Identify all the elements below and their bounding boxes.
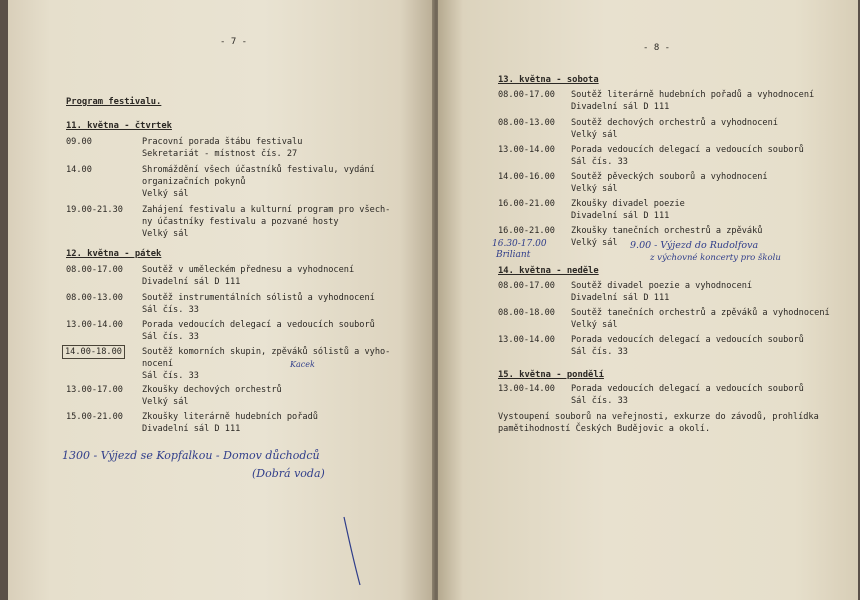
handwritten-note: z výchovné koncerty pro školu <box>650 253 781 263</box>
page-number: - 8 - <box>643 43 671 53</box>
entry-time: 08.00-17.00 <box>66 265 123 275</box>
entry-description: Zkoušky tanečních orchestrů a zpěváků Velký sál <box>571 226 763 248</box>
entry-description: Porada vedoucích delegací a vedoucích souborů Sál čís. 33 <box>571 335 804 357</box>
entry-time-boxed: 14.00-18.00 <box>62 345 125 359</box>
entry-description: Zahájení festivalu a kulturní program pro všech- ny účastníky festivalu a pozvané hosty Velký sál <box>142 205 391 239</box>
entry-time: 08.00-13.00 <box>66 293 123 303</box>
entry-description: Soutěž divadel poezie a vyhodnocení Divadelní sál D 111 <box>571 281 753 303</box>
entry-time: 13.00-17.00 <box>66 385 123 395</box>
entry-description: Soutěž literárně hudebních pořadů a vyhodnocení Divadelní sál D 111 <box>571 90 815 112</box>
entry-time: 09.00 <box>66 137 92 147</box>
entry-time: 13.00-14.00 <box>498 335 555 345</box>
entry-description: Soutěž tanečních orchestrů a zpěváků a vyhodnocení Velký sál <box>571 308 830 330</box>
entry-description: Zkoušky literárně hudebních pořadů Divadelní sál D 111 <box>142 412 318 434</box>
date-heading: 12. května - pátek <box>66 249 162 259</box>
entry-time: 13.00-14.00 <box>498 384 555 394</box>
entry-description: Porada vedoucích delegací a vedoucích souborů Sál čís. 33 <box>571 145 804 167</box>
entry-description: Porada vedoucích delegací a vedoucích souborů Sál čís. 33 <box>571 384 804 406</box>
date-heading: 14. května - neděle <box>498 266 599 276</box>
entry-time: 13.00-14.00 <box>498 145 555 155</box>
handwritten-note: 16.30-17.00 <box>492 239 547 249</box>
entry-description: Zkoušky dechových orchestrů Velký sál <box>142 385 282 407</box>
closing-paragraph: Vystoupení souborů na veřejnosti, exkurze do závodů, prohlídka pamětihodností Českých Budějovic a okolí. <box>498 412 819 434</box>
entry-description: Porada vedoucích delegací a vedoucích souborů Sál čís. 33 <box>142 320 375 342</box>
pen-stroke <box>338 515 368 590</box>
entry-description: Soutěž dechových orchestrů a vyhodnocení Velký sál <box>571 118 778 140</box>
handwritten-note: (Dobrá voda) <box>252 467 325 480</box>
entry-time: 14.00 <box>66 165 92 175</box>
page-number: - 7 - <box>220 37 248 47</box>
entry-description: Shromáždění všech účastníků festivalu, vydání organizačních pokynů Velký sál <box>142 165 375 199</box>
entry-time: 08.00-18.00 <box>498 308 555 318</box>
handwritten-note: Kacek <box>290 360 315 369</box>
entry-time: 15.00-21.00 <box>66 412 123 422</box>
entry-time: 13.00-14.00 <box>66 320 123 330</box>
entry-description: Soutěž komorních skupin, zpěváků sólistů a vyho- nocení Sál čís. 33 <box>142 347 391 381</box>
entry-description: Pracovní porada štábu festivalu Sekretariát - místnost čís. 27 <box>142 137 303 159</box>
left-page <box>8 0 434 600</box>
entry-description: Soutěž v uměleckém přednesu a vyhodnocení Divadelní sál D 111 <box>142 265 355 287</box>
entry-description: Soutěž pěveckých souborů a vyhodnocení Velký sál <box>571 172 768 194</box>
entry-time: 16.00-21.00 <box>498 199 555 209</box>
handwritten-note: Briliant <box>496 250 531 260</box>
entry-time: 08.00-13.00 <box>498 118 555 128</box>
entry-time: 16.00-21.00 <box>498 226 555 236</box>
entry-time: 08.00-17.00 <box>498 281 555 291</box>
date-heading: 13. května - sobota <box>498 75 599 85</box>
entry-description: Zkoušky divadel poezie Divadelní sál D 111 <box>571 199 685 221</box>
right-page <box>438 0 858 600</box>
date-heading: 15. května - pondělí <box>498 370 604 380</box>
handwritten-note: 1300 - Výjezd se Kopfalkou - Domov důchodců <box>62 449 320 462</box>
entry-description: Soutěž instrumentálních sólistů a vyhodnocení Sál čís. 33 <box>142 293 375 315</box>
entry-time: 19.00-21.30 <box>66 205 123 215</box>
handwritten-note: 9.00 - Výjezd do Rudolfova <box>630 240 759 251</box>
page-title: Program festivalu. <box>66 97 162 107</box>
entry-time: 14.00-16.00 <box>498 172 555 182</box>
date-heading: 11. května - čtvrtek <box>66 121 172 131</box>
entry-time: 08.00-17.00 <box>498 90 555 100</box>
